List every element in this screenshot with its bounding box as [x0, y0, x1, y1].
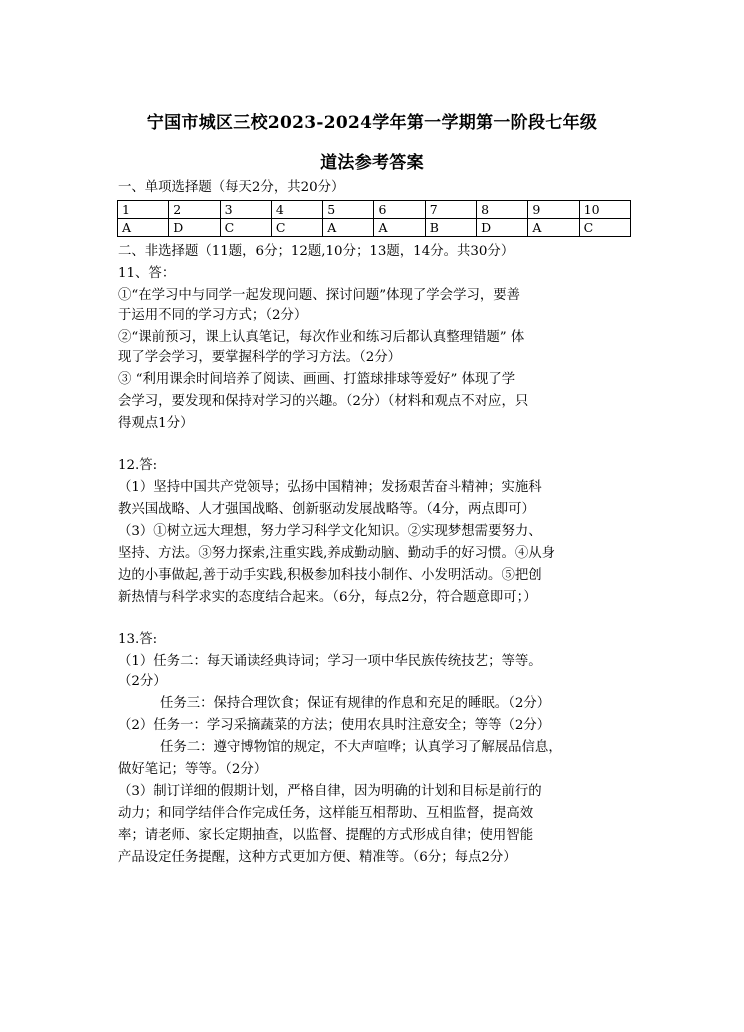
answer-cell: A [374, 219, 425, 237]
q13-text-line: 任务三：保持合理饮食；保证有规律的作息和充足的睡眠。（2分） [160, 696, 551, 711]
answer-table-answer-row [118, 219, 631, 237]
section2-heading: 二、非选择题（11题，6分；12题,10分；13题，14分。共30分） [118, 244, 515, 259]
question-number-cell: 3 [220, 201, 271, 219]
q13-text-line: 做好笔记；等等。（2分） [118, 762, 268, 777]
question-number-cell: 6 [374, 201, 425, 219]
q11-text-line: 现了学会学习，要掌握科学的学习方法。（2分） [118, 350, 402, 365]
answer-cell: A [528, 219, 579, 237]
q11-text-line: 于运用不同的学习方式；（2分） [118, 308, 308, 323]
answer-cell: C [220, 219, 271, 237]
answer-cell: A [323, 219, 374, 237]
q13-text-line: 产品设定任务提醒，这种方式更加方便、精准等。（6分；每点2分） [118, 850, 517, 865]
question-number-cell: 10 [579, 201, 630, 219]
answer-cell: A [118, 219, 169, 237]
q11-text-line: ②“课前预习，课上认真笔记，每次作业和练习后都认真整理错题” 体 [118, 330, 525, 345]
q11-text-line: ①“在学习中与同学一起发现问题、探讨问题”体现了学会学习，要善 [118, 288, 521, 303]
q13-text-line: 动力；和同学结伴合作完成任务，这样能互相帮助、互相监督，提高效 [118, 806, 534, 821]
answer-table-number-row [118, 201, 631, 219]
answer-cell: C [579, 219, 630, 237]
section1-heading: 一、单项选择题（每天2分，共20分） [118, 180, 345, 195]
q13-text-line: （1）任务二：每天诵读经典诗词；学习一项中华民族传统技艺；等等。 [118, 654, 542, 669]
q13-text-line: （2）任务一：学习采摘蔬菜的方法；使用农具时注意安全；等等（2分） [118, 718, 551, 733]
answer-table [117, 200, 631, 237]
q12-text-line: （3）①树立远大理想，努力学习科学文化知识。②实现梦想需要努力、 [118, 524, 542, 539]
question-number-cell: 9 [528, 201, 579, 219]
answer-cell: B [425, 219, 476, 237]
q12-text-line: 新热情与科学求实的态度结合起来。（6分，每点2分，符合题意即可；） [118, 590, 537, 605]
q13-text-line: 任务二：遵守博物馆的规定，不大声喧哗；认真学习了解展品信息， [160, 740, 562, 755]
q11-text-line: ③ “利用课余时间培养了阅读、画画、打篮球排球等爱好” 体现了学 [118, 372, 516, 387]
q13-label: 13.答: [118, 632, 158, 647]
question-number-cell: 4 [271, 201, 322, 219]
q13-text-line: （2分） [118, 674, 167, 689]
question-number-cell: 5 [323, 201, 374, 219]
q11-text-line: 会学习，要发现和保持对学习的兴趣。（2分）（材料和观点不对应，只 [118, 394, 529, 409]
q13-text-line: 率；请老师、家长定期抽查，以监督、提醒的方式形成自律；使用智能 [118, 828, 534, 843]
q11-text-line: 得观点1分） [118, 416, 194, 431]
q11-label: 11、答： [118, 266, 176, 281]
question-number-cell: 7 [425, 201, 476, 219]
q12-text-line: 边的小事做起,善于动手实践,积极参加科技小制作、小发明活动。⑤把创 [118, 568, 542, 583]
answer-cell: D [477, 219, 528, 237]
question-number-cell: 1 [118, 201, 169, 219]
answer-cell: C [271, 219, 322, 237]
q12-text-line: （1）坚持中国共产党领导；弘扬中国精神；发扬艰苦奋斗精神；实施科 [118, 480, 542, 495]
q12-text-line: 坚持、方法。③努力探索,注重实践,养成勤动脑、勤动手的好习惯。④从身 [118, 546, 556, 561]
q12-label: 12.答: [118, 458, 158, 473]
document-subtitle: 道法参考答案 [320, 153, 424, 173]
q12-text-line: 教兴国战略、人才强国战略、创新驱动发展战略等。（4分，两点即可） [118, 502, 535, 517]
question-number-cell: 2 [169, 201, 220, 219]
document-title: 宁国市城区三校2023-2024学年第一学期第一阶段七年级 [146, 113, 598, 133]
answer-cell: D [169, 219, 220, 237]
question-number-cell: 8 [477, 201, 528, 219]
q13-text-line: （3）制订详细的假期计划，严格自律，因为明确的计划和目标是前行的 [118, 784, 542, 799]
